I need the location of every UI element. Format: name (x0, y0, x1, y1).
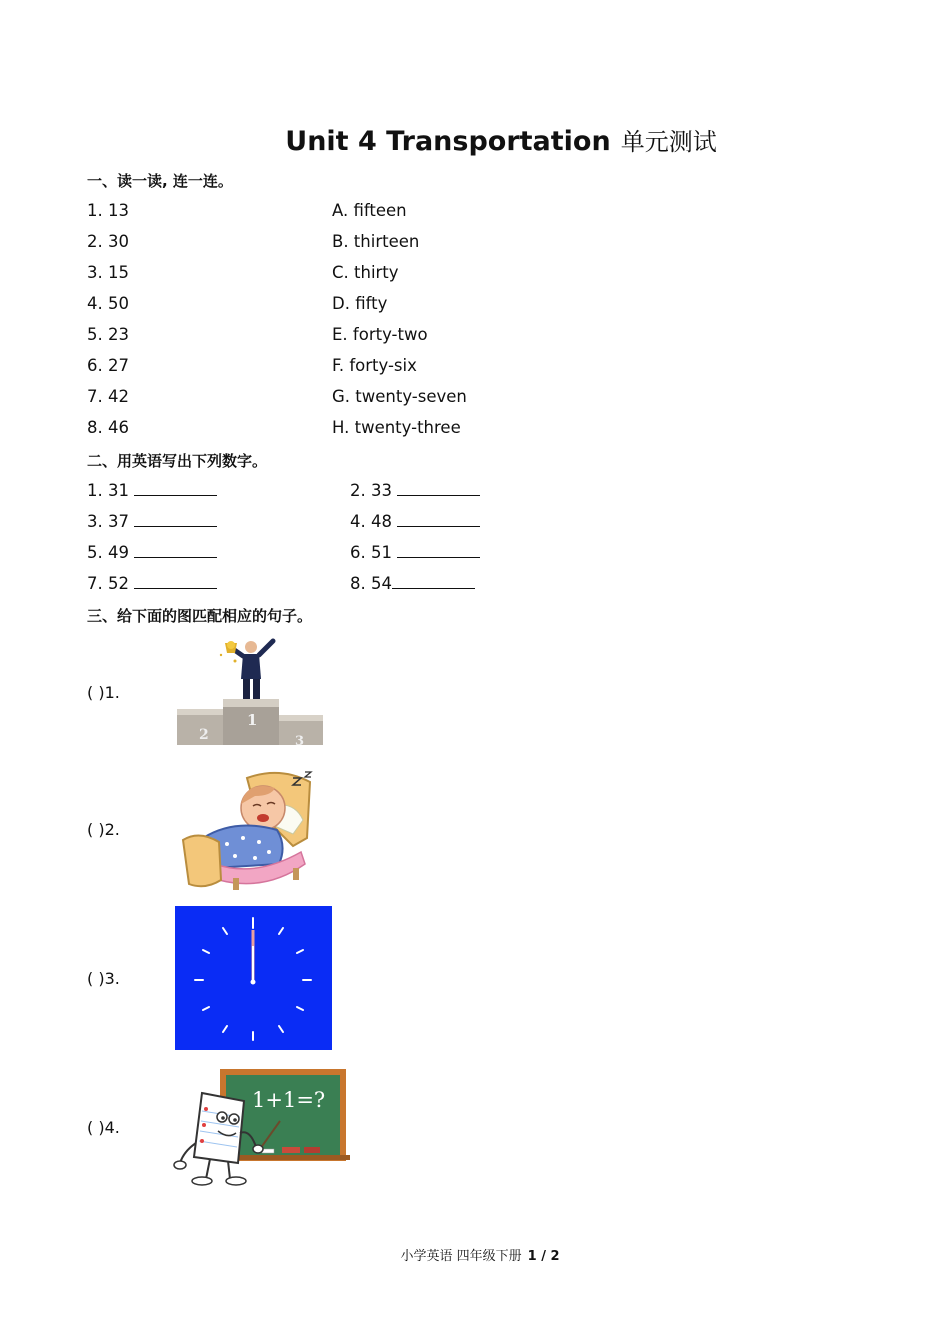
title-english: Unit 4 Transportation (285, 126, 611, 157)
write-number-item: 7. 52 (87, 574, 217, 593)
write-number-item: 6. 51 (350, 543, 480, 562)
write-number-item: 4. 48 (350, 512, 480, 531)
write-number-item: 2. 33 (350, 481, 480, 500)
match-left-item: 8. 46 (87, 418, 129, 437)
match-right-item: H. twenty-three (332, 418, 461, 437)
match-right-item: B. thirteen (332, 232, 420, 251)
answer-blank[interactable] (397, 543, 480, 558)
page-number: 1 / 2 (527, 1249, 560, 1264)
answer-paren-3[interactable]: ( )3. (87, 969, 120, 988)
section-3-heading: 三、给下面的图匹配相应的句子。 (87, 607, 313, 625)
podium-label: 2 (199, 727, 209, 743)
write-number-item: 3. 37 (87, 512, 217, 531)
answer-paren-4[interactable]: ( )4. (87, 1118, 120, 1137)
answer-blank[interactable] (134, 574, 217, 589)
footer-text: 小学英语 四年级下册 (400, 1249, 522, 1264)
answer-paren-2[interactable]: ( )2. (87, 820, 120, 839)
section-1-heading: 一、读一读, 连一连。 (87, 172, 233, 190)
match-right-item: G. twenty-seven (332, 387, 467, 406)
answer-blank[interactable] (134, 512, 217, 527)
blackboard-text: 1+1=? (252, 1088, 326, 1112)
write-number-item: 1. 31 (87, 481, 217, 500)
match-left-item: 4. 50 (87, 294, 129, 313)
clock-image (175, 906, 332, 1050)
match-left-item: 6. 27 (87, 356, 129, 375)
match-left-item: 7. 42 (87, 387, 129, 406)
section-2-heading: 二、用英语写出下列数字。 (87, 452, 268, 470)
match-right-item: D. fifty (332, 294, 388, 313)
match-right-item: E. forty-two (332, 325, 428, 344)
match-left-item: 2. 30 (87, 232, 129, 251)
podium-winner-image (175, 635, 327, 747)
match-right-item: C. thirty (332, 263, 399, 282)
teacher-blackboard-image (172, 1063, 357, 1193)
title-chinese: 单元测试 (620, 128, 717, 156)
answer-blank[interactable] (397, 512, 480, 527)
answer-paren-1[interactable]: ( )1. (87, 683, 120, 702)
answer-blank[interactable] (397, 481, 480, 496)
podium-label: 1 (247, 711, 258, 729)
write-number-item: 5. 49 (87, 543, 217, 562)
podium-label: 3 (295, 734, 305, 747)
answer-blank[interactable] (134, 543, 217, 558)
match-left-item: 3. 15 (87, 263, 129, 282)
answer-blank[interactable] (392, 574, 475, 589)
page-footer (0, 1245, 950, 1264)
sleeping-child-image (175, 768, 325, 893)
match-right-item: F. forty-six (332, 356, 417, 375)
write-number-item: 8. 54 (350, 574, 475, 593)
match-left-item: 1. 13 (87, 201, 129, 220)
match-left-item: 5. 23 (87, 325, 129, 344)
page-title (0, 122, 950, 157)
match-right-item: A. fifteen (332, 201, 407, 220)
answer-blank[interactable] (134, 481, 217, 496)
